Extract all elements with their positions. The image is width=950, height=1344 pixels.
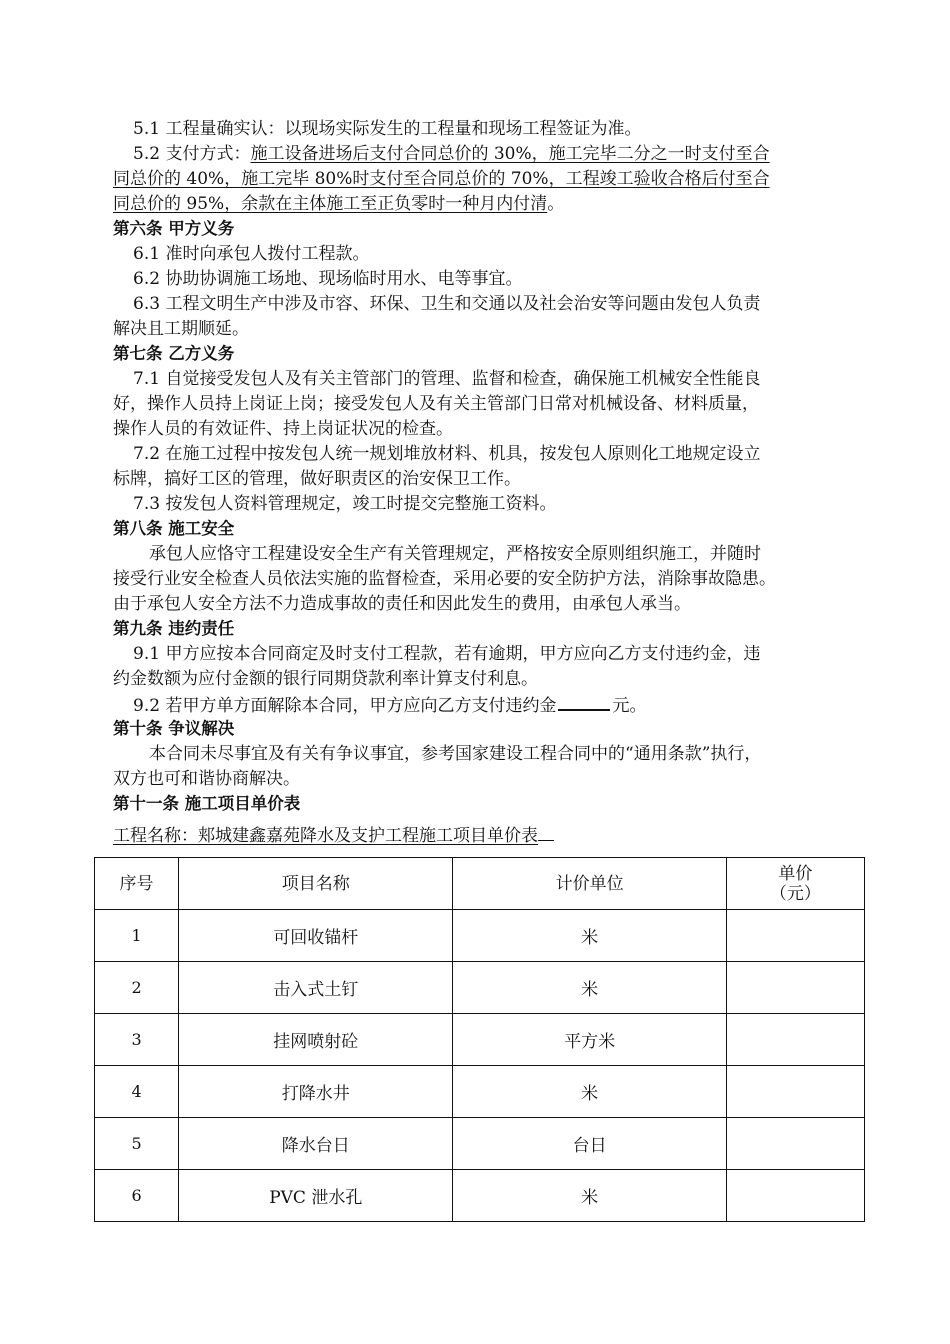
table-row [95,1118,865,1170]
row-item-name: 降水台日 [179,1118,453,1170]
table-title [113,822,554,847]
row-no: 4 [95,1066,179,1118]
clause-5-2-line-3 [113,193,848,217]
clause-10-line-2: 双方也可和谐协商解决。 [113,769,300,789]
row-item-name: 挂网喷射砼 [179,1014,453,1066]
clause-9-2 [133,693,848,717]
row-price[interactable] [726,962,864,1014]
table-row [95,910,865,962]
header-price-currency: （元） [769,883,821,904]
header-item-name: 项目名称 [179,858,453,910]
clause-8-line-2: 接受行业安全检查人员依法实施的监督检查，采用必要的安全防护方法，消除事故隐患。 [113,569,776,589]
clause-5-2-line-2: 同总价的 40%，施工完毕 80%时支付至合同总价的 70%，工程竣工验收合格后付至合 [113,169,770,189]
row-no: 1 [95,910,179,962]
row-unit: 米 [453,962,726,1014]
clause-7-1-line-1: 7.1 自觉接受发包人及有关主管部门的管理、监督和检查，确保施工机械安全性能良 [133,369,761,389]
clause-5-2-line-1 [133,143,848,167]
article-8-heading: 第八条 施工安全 [113,519,235,538]
table-row [95,1066,865,1118]
row-no: 3 [95,1014,179,1066]
row-unit: 米 [453,910,726,962]
table-title-underline-pad [538,822,554,841]
article-7-heading: 第七条 乙方义务 [113,344,235,363]
penalty-amount-blank [558,693,610,711]
row-item-name: 击入式土钉 [179,962,453,1014]
clause-10-line-1: 本合同未尽事宜及有关有争议事宜，参考国家建设工程合同中的“通用条款”执行， [149,744,762,764]
row-no: 6 [95,1170,179,1222]
table-title-text: 工程名称：郏城建鑫嘉苑降水及支护工程施工项目单价表 [113,826,538,846]
clause-5-2-prefix: 5.2 支付方式： [133,144,251,164]
clause-7-3: 7.3 按发包人资料管理规定，竣工时提交完整施工资料。 [133,494,557,514]
row-no: 2 [95,962,179,1014]
clause-6-3-line-1: 6.3 工程文明生产中涉及市容、环保、卫生和交通以及社会治安等问题由发包人负责 [133,294,761,314]
table-row [95,1014,865,1066]
clause-5-1: 5.1 工程量确实认：以现场实际发生的工程量和现场工程签证为准。 [133,119,642,139]
clause-9-2-unit: 元。 [612,696,647,716]
clause-5-2-terms-end: 同总价的 95%，余款在主体施工至正负零时一种月内付清 [113,194,548,214]
row-no: 5 [95,1118,179,1170]
row-price[interactable] [726,1170,864,1222]
clause-7-1-line-3: 操作人员的有效证件、持上岗证状况的检查。 [113,419,453,439]
header-price [726,858,864,910]
clause-7-1-line-2: 好，操作人员持上岗证上岗；接受发包人及有关主管部门日常对机械设备、材料质量， [113,394,759,414]
row-unit: 米 [453,1066,726,1118]
table-header-row [95,858,865,910]
row-price[interactable] [726,1066,864,1118]
clause-6-2: 6.2 协助协调施工场地、现场临时用水、电等事宜。 [133,269,523,289]
clause-7-2-line-2: 标牌，搞好工区的管理，做好职责区的治安保卫工作。 [113,469,521,489]
clause-8-line-1: 承包人应恪守工程建设安全生产有关管理规定，严格按安全原则组织施工，并随时 [149,544,761,564]
clause-6-3-line-2: 解决且工期顺延。 [113,319,249,339]
article-6-heading: 第六条 甲方义务 [113,219,235,238]
row-unit: 台日 [453,1118,726,1170]
table-row [95,1170,865,1222]
header-price-label: 单价 [778,863,813,884]
clause-8-line-3: 由于承包人安全方法不力造成事故的责任和因此发生的费用，由承包人承当。 [113,594,691,614]
row-price[interactable] [726,1118,864,1170]
table-row [95,962,865,1014]
row-item-name: 打降水井 [179,1066,453,1118]
unit-price-table [94,857,865,1222]
row-price[interactable] [726,910,864,962]
clause-5-2-terms: 施工设备进场后支付合同总价的 30%，施工完毕二分之一时支付至合 [250,144,770,164]
article-10-heading: 第十条 争议解决 [113,719,235,738]
row-unit: 米 [453,1170,726,1222]
clause-5-2-period: 。 [547,194,565,214]
clause-6-1: 6.1 准时向承包人拨付工程款。 [133,244,370,264]
clause-9-1-line-1: 9.1 甲方应按本合同商定及时支付工程款，若有逾期，甲方应向乙方支付违约金，违 [133,644,761,664]
clause-9-2-text: 9.2 若甲方单方面解除本合同，甲方应向乙方支付违约金 [133,696,557,716]
article-11-heading: 第十一条 施工项目单价表 [113,794,301,813]
clause-7-2-line-1: 7.2 在施工过程中按发包人统一规划堆放材料、机具，按发包人原则化工地规定设立 [133,444,761,464]
header-unit: 计价单位 [453,858,726,910]
header-no: 序号 [95,858,179,910]
row-unit: 平方米 [453,1014,726,1066]
clause-9-1-line-2: 约金数额为应付金额的银行同期贷款利率计算支付利息。 [113,669,538,689]
row-price[interactable] [726,1014,864,1066]
article-9-heading: 第九条 违约责任 [113,619,235,638]
row-item-name: PVC 泄水孔 [179,1170,453,1222]
row-item-name: 可回收锚杆 [179,910,453,962]
